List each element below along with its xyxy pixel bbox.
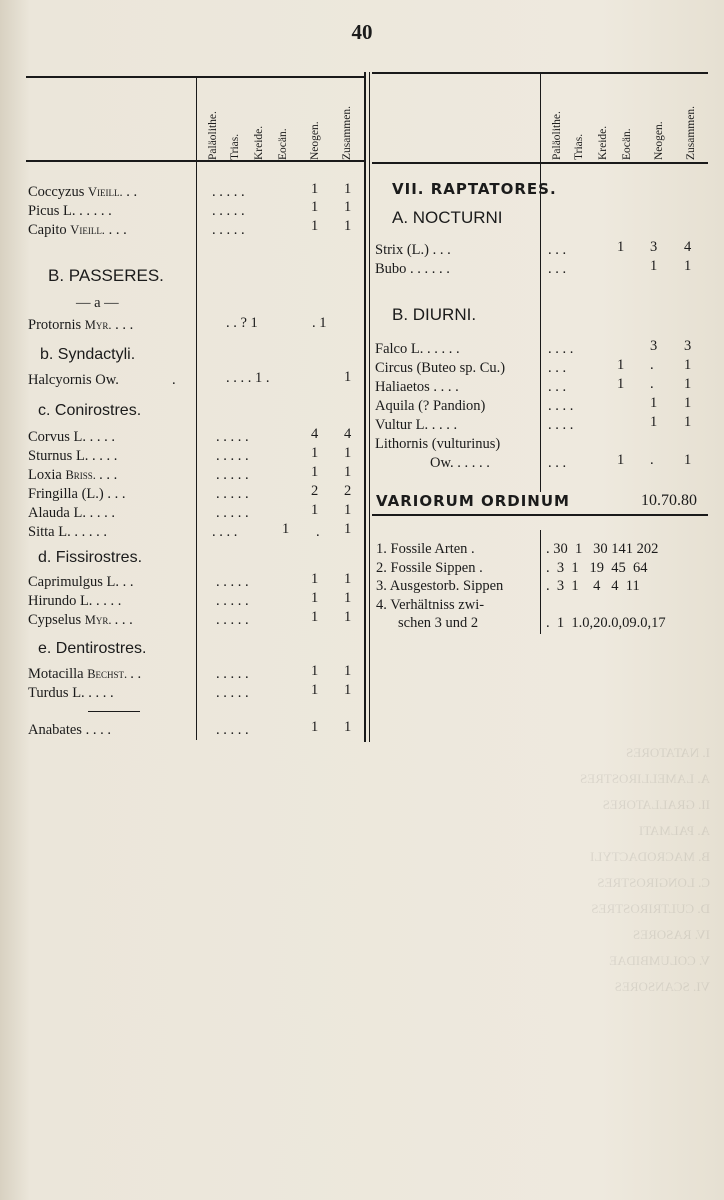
summary-divider xyxy=(540,530,541,634)
zusammen-value: 1 xyxy=(344,609,352,625)
top-rule-left xyxy=(26,76,364,78)
row-values: . . . . . xyxy=(216,722,249,738)
zusammen-value: 1 xyxy=(344,218,352,234)
summary-label: 3. Ausgestorb. Sippen xyxy=(376,578,504,594)
col-header-eocaen-right: Eocän. xyxy=(621,128,633,160)
zusammen-value: 1 xyxy=(344,369,352,385)
section-title-fissirostres: d. Fissirostres. xyxy=(38,549,143,566)
row-values: . . . . . xyxy=(216,467,249,483)
zusammen-value: 1 xyxy=(344,571,352,587)
table-row: Caprimulgus L. . . xyxy=(28,574,134,590)
row-values: . . . . xyxy=(548,398,574,414)
summary-label: 2. Fossile Sippen . xyxy=(376,559,483,576)
row-values: . . . . . xyxy=(216,505,249,521)
zusammen-value: 1 xyxy=(684,414,692,430)
neogen-value: 1 xyxy=(311,663,319,679)
table-row: Falco L. . . . . . xyxy=(375,341,460,357)
table-row: Picus L. . . . . . xyxy=(28,203,112,219)
neogen-value: 1 xyxy=(311,571,319,587)
page-number: 40 xyxy=(351,20,373,44)
header-rule-left xyxy=(26,160,364,162)
row-values: . . . . . xyxy=(216,685,249,701)
col-header-trias: Trias. xyxy=(229,133,241,160)
col-header-kreide: Kreide. xyxy=(253,125,265,160)
zusammen-value: 2 xyxy=(344,483,352,499)
center-divider-a xyxy=(364,72,366,742)
zusammen-value: 4 xyxy=(344,426,352,442)
table-row: Bubo . . . . . . xyxy=(375,261,450,277)
row-values: . . ? 1 xyxy=(226,315,258,331)
zusammen-value: 1 xyxy=(344,663,352,679)
table-row: Motacilla Bechst. . . xyxy=(28,666,142,682)
zusammen-value: 1 xyxy=(344,682,352,698)
zusammen-value: 1 xyxy=(684,452,692,468)
summary-values: . 1 1.0,20.0,09.0,17 xyxy=(546,615,666,631)
table-row: Sturnus L. . . . . xyxy=(28,448,118,464)
table-row: Lithornis (vulturinus) xyxy=(375,436,501,452)
section-title-syndactyli: b. Syndactyli. xyxy=(40,346,136,363)
neogen-value: 1 xyxy=(650,395,658,411)
neogen-value: 1 xyxy=(311,590,319,606)
col-header-neogen: Neogen. xyxy=(309,121,321,160)
col-header-palaeolithe-right: Paläolithe. xyxy=(551,111,563,160)
neogen-value: 4 xyxy=(311,426,319,442)
table-row: Vultur L. . . . . xyxy=(375,417,458,433)
section-title-dentirostres: e. Dentirostres. xyxy=(38,640,147,657)
summary-values: . 30 1 30 141 202 xyxy=(546,541,659,557)
variorum-title: VARIORUM ORDINUM xyxy=(376,492,570,510)
col-header-zusammen-right: Zusammen. xyxy=(685,106,697,160)
section-title-conirostres: c. Conirostres. xyxy=(38,402,142,419)
neogen-value: 1 xyxy=(650,258,658,274)
table-row: Halcyornis Ow. xyxy=(28,372,119,388)
eocaen-value: 1 xyxy=(282,521,290,537)
table-row: Fringilla (L.) . . . xyxy=(28,486,126,502)
neogen-value: 1 xyxy=(311,464,319,480)
row-values: . . . . 1 . xyxy=(226,370,270,386)
table-row: Protornis Myr. . . . xyxy=(28,317,134,333)
table-row: Capito Vieill. . . . xyxy=(28,222,127,238)
col-header-trias-right: Trias. xyxy=(573,133,585,160)
center-divider-b xyxy=(369,72,370,742)
left-column-divider xyxy=(196,76,197,740)
table-row: Loxia Briss. . . . xyxy=(28,467,118,483)
neogen-value: 1 xyxy=(311,609,319,625)
right-column-divider-2 xyxy=(540,202,541,492)
table-row: Turdus L. . . . . xyxy=(28,685,114,701)
table-row: Strix (L.) . . . xyxy=(375,242,451,258)
zusammen-value: 1 xyxy=(684,258,692,274)
row-values: . . . . . xyxy=(216,593,249,609)
row-values: . . . . . xyxy=(216,666,249,682)
col-header-neogen-right: Neogen. xyxy=(653,121,665,160)
neogen-value: . xyxy=(650,357,654,373)
zusammen-value: 1 xyxy=(344,464,352,480)
summary-values: . 3 1 4 4 11 xyxy=(546,578,640,594)
neogen-value: 1 xyxy=(311,199,319,215)
row-values: . . . . . xyxy=(216,486,249,502)
zusammen-value: 1 xyxy=(344,181,352,197)
neogen-value: 3 xyxy=(650,239,658,255)
neogen-value: 3 xyxy=(650,338,658,354)
neogen-value: 1 xyxy=(311,218,319,234)
variorum-values: 10.70.80 xyxy=(641,492,697,509)
neogen-value: 2 xyxy=(311,483,319,499)
neogen-value: 1 xyxy=(650,414,658,430)
neogen-value: 1 xyxy=(311,502,319,518)
table-row: Sitta L. . . . . . xyxy=(28,524,107,540)
row-values: . . . . . xyxy=(216,612,249,628)
zusammen-value: 1 xyxy=(344,199,352,215)
row-dots: . xyxy=(172,372,176,388)
summary-values: . 3 1 19 45 64 xyxy=(546,559,648,576)
table-row: Alauda L. . . . . xyxy=(28,505,115,521)
row-values: . . . . . xyxy=(216,429,249,445)
table-row: Circus (Buteo sp. Cu.) xyxy=(375,360,506,376)
row-values: . xyxy=(316,524,320,540)
row-values: . . . . . xyxy=(212,184,245,200)
show-through-text: I. NATATORES A. LAMELLIROSTRES II. GRALLATORES A. PALMATI B. MACRODACTYLI C. LONGIROSTRES D. CULTRIROSTRES IV. RASORES V. COLUMBIDAE VI. SCANSORES xyxy=(580,745,710,994)
eocaen-value: 1 xyxy=(617,239,625,255)
zusammen-value: 1 xyxy=(344,445,352,461)
variorum-rule xyxy=(372,514,708,516)
col-header-palaeolithe: Paläolithe. xyxy=(207,111,219,160)
summary-label: 1. Fossile Arten . xyxy=(376,541,475,557)
zusammen-value: 1 xyxy=(344,521,352,537)
row-values-tail: . 1 xyxy=(312,315,327,331)
zusammen-value: 3 xyxy=(684,338,692,354)
row-values: . . . . . xyxy=(216,448,249,464)
neogen-value: 1 xyxy=(311,682,319,698)
table-row: Anabates . . . . xyxy=(28,722,111,738)
eocaen-value: 1 xyxy=(617,376,625,392)
summary-label: 4. Verhältniss zwi- xyxy=(376,596,485,613)
short-rule xyxy=(88,711,140,712)
row-values: . . . . xyxy=(212,524,238,540)
row-values: . . . xyxy=(548,360,567,376)
neogen-value: . xyxy=(650,452,654,468)
row-values: . . . xyxy=(548,455,567,471)
row-values: . . . . . xyxy=(212,222,245,238)
section-title-nocturni: A. NOCTURNI xyxy=(392,208,503,227)
neogen-value: 1 xyxy=(311,445,319,461)
zusammen-value: 1 xyxy=(684,357,692,373)
order-title-raptatores: VII. RAPTATORES. xyxy=(392,180,557,198)
row-values: . . . . . xyxy=(212,203,245,219)
neogen-value: 1 xyxy=(311,181,319,197)
summary-label: schen 3 und 2 xyxy=(398,615,479,631)
row-values: . . . xyxy=(548,261,567,277)
neogen-value: . xyxy=(650,376,654,392)
zusammen-value: 4 xyxy=(684,239,692,255)
col-header-kreide-right: Kreide. xyxy=(597,125,609,160)
table-row: Coccyzus Vieill. . . xyxy=(28,184,138,200)
row-values: . . . . . xyxy=(216,574,249,590)
neogen-value: 1 xyxy=(311,719,319,735)
table-row: Hirundo L. . . . . xyxy=(28,593,122,609)
section-title-passeres: B. PASSERES. xyxy=(48,266,164,285)
zusammen-value: 1 xyxy=(684,376,692,392)
table-row: Haliaetos . . . . xyxy=(375,379,459,395)
zusammen-value: 1 xyxy=(344,590,352,606)
col-header-zusammen: Zusammen. xyxy=(341,106,353,160)
zusammen-value: 1 xyxy=(344,502,352,518)
table-row: Cypselus Myr. . . . xyxy=(28,612,133,628)
eocaen-value: 1 xyxy=(617,357,625,373)
row-values: . . . . xyxy=(548,341,574,357)
col-header-eocaen: Eocän. xyxy=(277,128,289,160)
row-values: . . . xyxy=(548,242,567,258)
row-values: . . . xyxy=(548,379,567,395)
section-title-diurni: B. DIURNI. xyxy=(392,305,477,324)
table-row: Ow. . . . . . xyxy=(430,455,490,471)
eocaen-value: 1 xyxy=(617,452,625,468)
table-row: Corvus L. . . . . xyxy=(28,429,115,445)
subsection-a: — a — xyxy=(76,295,119,311)
zusammen-value: 1 xyxy=(344,719,352,735)
zusammen-value: 1 xyxy=(684,395,692,411)
table-row: Aquila (? Pandion) xyxy=(375,398,486,414)
row-values: . . . . xyxy=(548,417,574,433)
